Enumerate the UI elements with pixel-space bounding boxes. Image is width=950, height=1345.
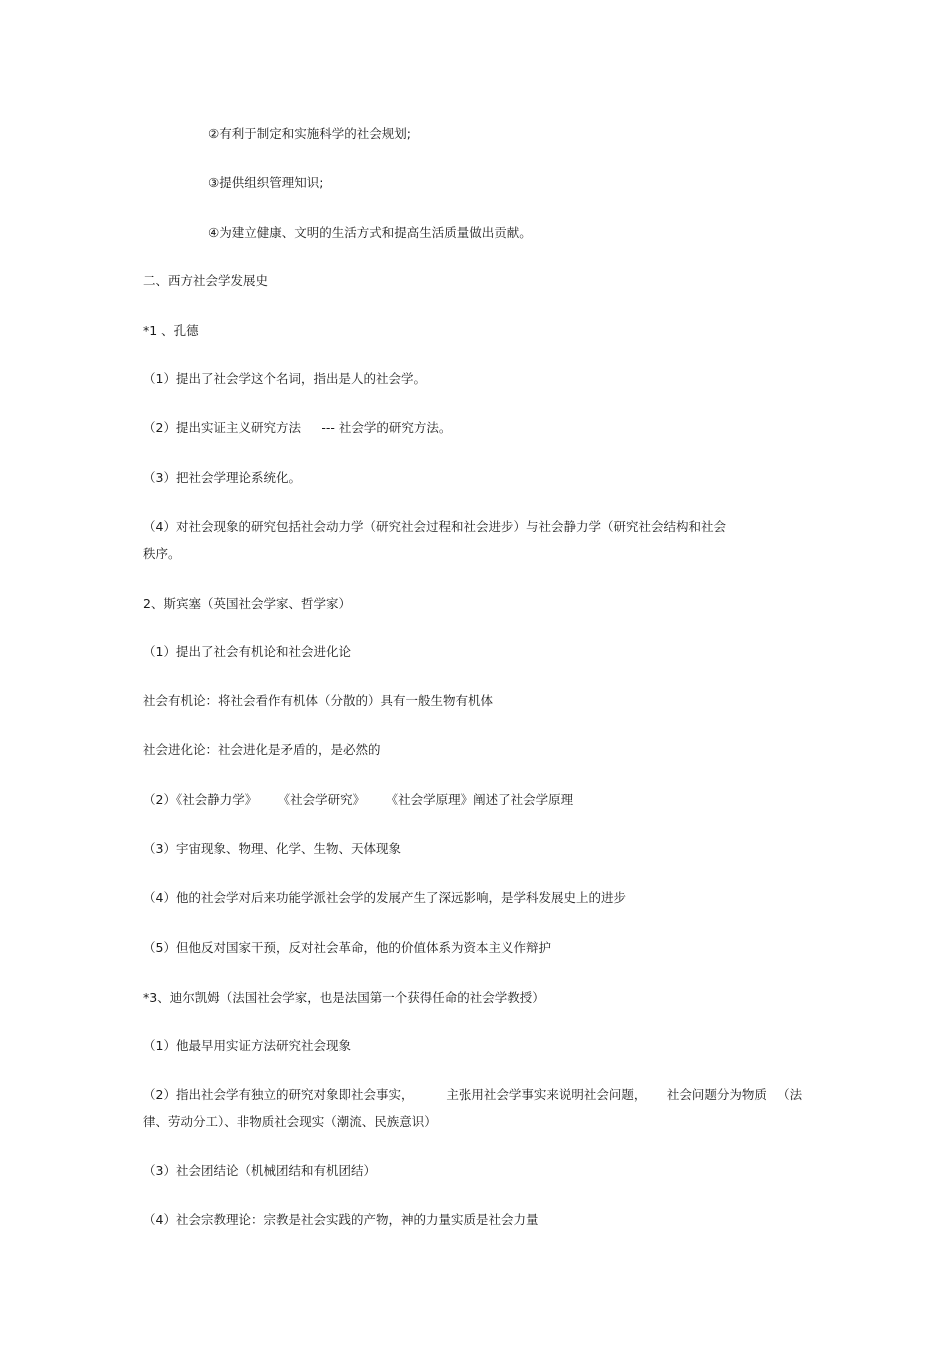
paragraph: （1）提出了社会有机论和社会进化论	[143, 644, 351, 659]
paragraph-continuation: 秩序。	[143, 546, 181, 561]
paragraph: 社会进化论：社会进化是矛盾的，是必然的	[143, 742, 381, 757]
paragraph: （3）宇宙现象、物理、化学、生物、天体现象	[143, 841, 401, 856]
subheading-durkheim: *3、迪尔凯姆（法国社会学家，也是法国第一个获得任命的社会学教授）	[143, 990, 545, 1005]
list-item-4: ④为建立健康、文明的生活方式和提高生活质量做出贡献。	[208, 225, 532, 240]
paragraph: （1）他最早用实证方法研究社会现象	[143, 1038, 351, 1053]
paragraph-continuation: 律、劳动分工）、非物质社会现实（潮流、民族意识）	[143, 1114, 437, 1129]
paragraph: （2）提出实证主义研究方法 --- 社会学的研究方法。	[143, 420, 452, 435]
section-heading: 二、西方社会学发展史	[143, 273, 269, 288]
paragraph: （4）对社会现象的研究包括社会动力学（研究社会过程和社会进步）与社会静力学（研究社会结构和社会	[143, 519, 726, 534]
paragraph: （5）但他反对国家干预，反对社会革命，他的价值体系为资本主义作辩护	[143, 940, 551, 955]
list-item-2: ②有利于制定和实施科学的社会规划;	[208, 126, 411, 141]
subheading-spencer: 2、斯宾塞（英国社会学家、哲学家）	[143, 596, 351, 611]
paragraph: （4）社会宗教理论：宗教是社会实践的产物，神的力量实质是社会力量	[143, 1212, 539, 1227]
paragraph: （4）他的社会学对后来功能学派社会学的发展产生了深远影响，是学科发展史上的进步	[143, 890, 626, 905]
paragraph: 社会有机论：将社会看作有机体（分散的）具有一般生物有机体	[143, 693, 494, 708]
paragraph: （2）《社会静力学》 《社会学研究》 《社会学原理》阐述了社会学原理	[143, 792, 574, 807]
paragraph: （2）指出社会学有独立的研究对象即社会事实， 主张用社会学事实来说明社会问题， 社会问题分为物质 （法	[143, 1087, 803, 1102]
list-item-3: ③提供组织管理知识;	[208, 175, 324, 190]
paragraph: （3）把社会学理论系统化。	[143, 470, 301, 485]
subheading-comte: *1 、孔德	[143, 323, 199, 338]
paragraph: （1）提出了社会学这个名词，指出是人的社会学。	[143, 371, 426, 386]
paragraph: （3）社会团结论（机械团结和有机团结）	[143, 1163, 376, 1178]
